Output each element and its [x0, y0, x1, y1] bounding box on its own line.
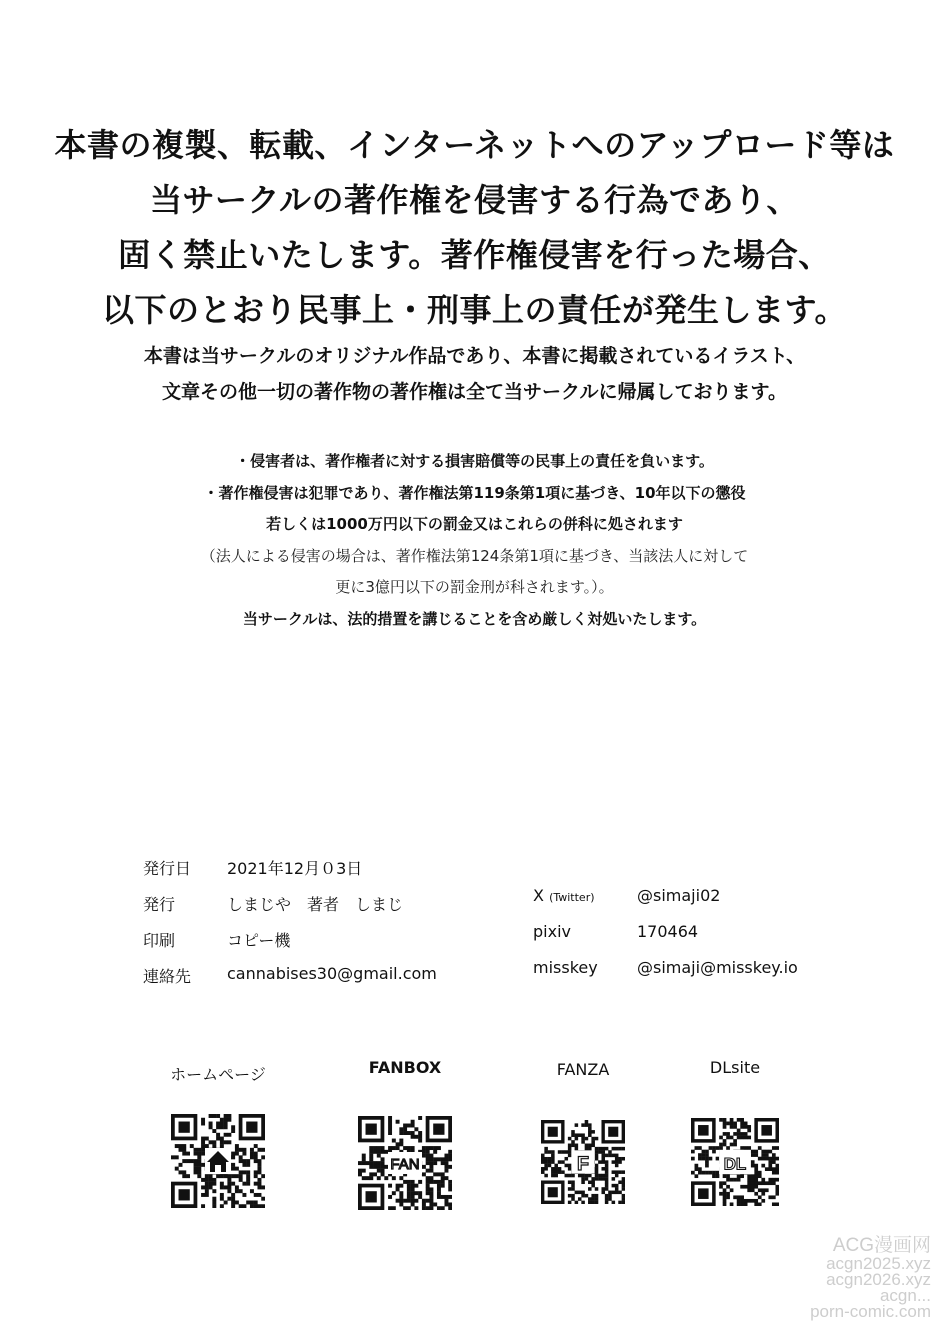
misskey-label: misskey — [533, 958, 598, 977]
pixiv-id[interactable]: 170464 — [637, 922, 699, 941]
qr-fanza[interactable] — [528, 1060, 638, 1204]
qr-fanbox[interactable] — [350, 1058, 460, 1210]
x-sub-label: (Twitter) — [549, 891, 595, 904]
x-label — [533, 886, 595, 905]
copyright-notice — [0, 338, 949, 410]
terms-line: ・著作権侵害は犯罪であり、著作権法第119条第1項に基づき、10年以下の懲役 — [203, 483, 746, 502]
date-label: 発行日 — [143, 859, 192, 878]
date-value: 2021年12月０3日 — [227, 859, 363, 878]
qr-homepage[interactable] — [158, 1062, 278, 1208]
x-label-text: X — [533, 886, 544, 905]
print-label: 印刷 — [143, 931, 176, 950]
qr-code-homepage[interactable] — [171, 1114, 265, 1208]
site-watermark — [810, 1236, 931, 1320]
headline-line: 以下のとおり民事上・刑事上の責任が発生します。 — [102, 291, 847, 329]
qr-code-dlsite[interactable] — [691, 1118, 779, 1206]
publisher-value: しまじや 著者 しまじ — [227, 895, 404, 914]
watermark-line: porn-comic.com — [810, 1302, 931, 1321]
terms-line: 更に3億円以下の罰金刑が科されます。）。 — [335, 578, 614, 596]
headline-line: 当サークルの著作権を侵害する行為であり、 — [149, 181, 800, 219]
contact-email[interactable]: cannabises30@gmail.com — [227, 964, 437, 983]
contact-label: 連絡先 — [143, 967, 192, 986]
publisher-label: 発行 — [143, 895, 176, 914]
pixiv-label: pixiv — [533, 922, 571, 941]
misskey-handle[interactable]: @simaji@misskey.io — [637, 958, 798, 977]
x-handle[interactable]: @simaji02 — [637, 886, 721, 905]
terms-line: 若しくは1000万円以下の罰金又はこれらの併科に処されます — [266, 515, 683, 533]
qr-label-fanbox: FANBOX — [368, 1058, 442, 1077]
headline-line: 固く禁止いたします。著作権侵害を行った場合、 — [118, 236, 831, 274]
qr-label-homepage: ホームページ — [170, 1065, 266, 1084]
qr-label-fanza: FANZA — [556, 1060, 610, 1079]
copyright-headline — [0, 118, 949, 338]
qr-code-fanza[interactable] — [541, 1120, 625, 1204]
qr-dlsite[interactable] — [680, 1058, 790, 1206]
watermark-line: ACG漫画网 — [832, 1235, 931, 1256]
notice-line: 本書は当サークルのオリジナル作品であり、本書に掲載されているイラスト、 — [143, 345, 806, 367]
qr-center-fanza: F — [577, 1153, 589, 1176]
watermark-line: acgn2026.xyz — [826, 1270, 931, 1289]
print-value: コピー機 — [227, 931, 291, 950]
terms-line: （法人による侵害の場合は、著作権法第124条第1項に基づき、当該法人に対して — [200, 546, 749, 565]
watermark-line: acgn2025.xyz — [826, 1254, 931, 1273]
terms-line: 当サークルは、法的措置を講じることを含め厳しく対処いたします。 — [242, 609, 707, 628]
legal-terms — [0, 446, 949, 635]
qr-center-dlsite: DL — [723, 1154, 747, 1174]
watermark-line: acgn... — [879, 1286, 931, 1305]
headline-line: 本書の複製、転載、インターネットへのアップロード等は — [54, 126, 895, 164]
qr-code-fanbox[interactable] — [358, 1116, 452, 1210]
notice-line: 文章その他一切の著作物の著作権は全て当サークルに帰属しております。 — [162, 381, 787, 403]
qr-label-dlsite: DLsite — [709, 1058, 761, 1077]
qr-center-fanbox: FAN — [390, 1156, 420, 1173]
terms-line: ・侵害者は、著作権者に対する損害賠償等の民事上の責任を負います。 — [235, 452, 714, 470]
